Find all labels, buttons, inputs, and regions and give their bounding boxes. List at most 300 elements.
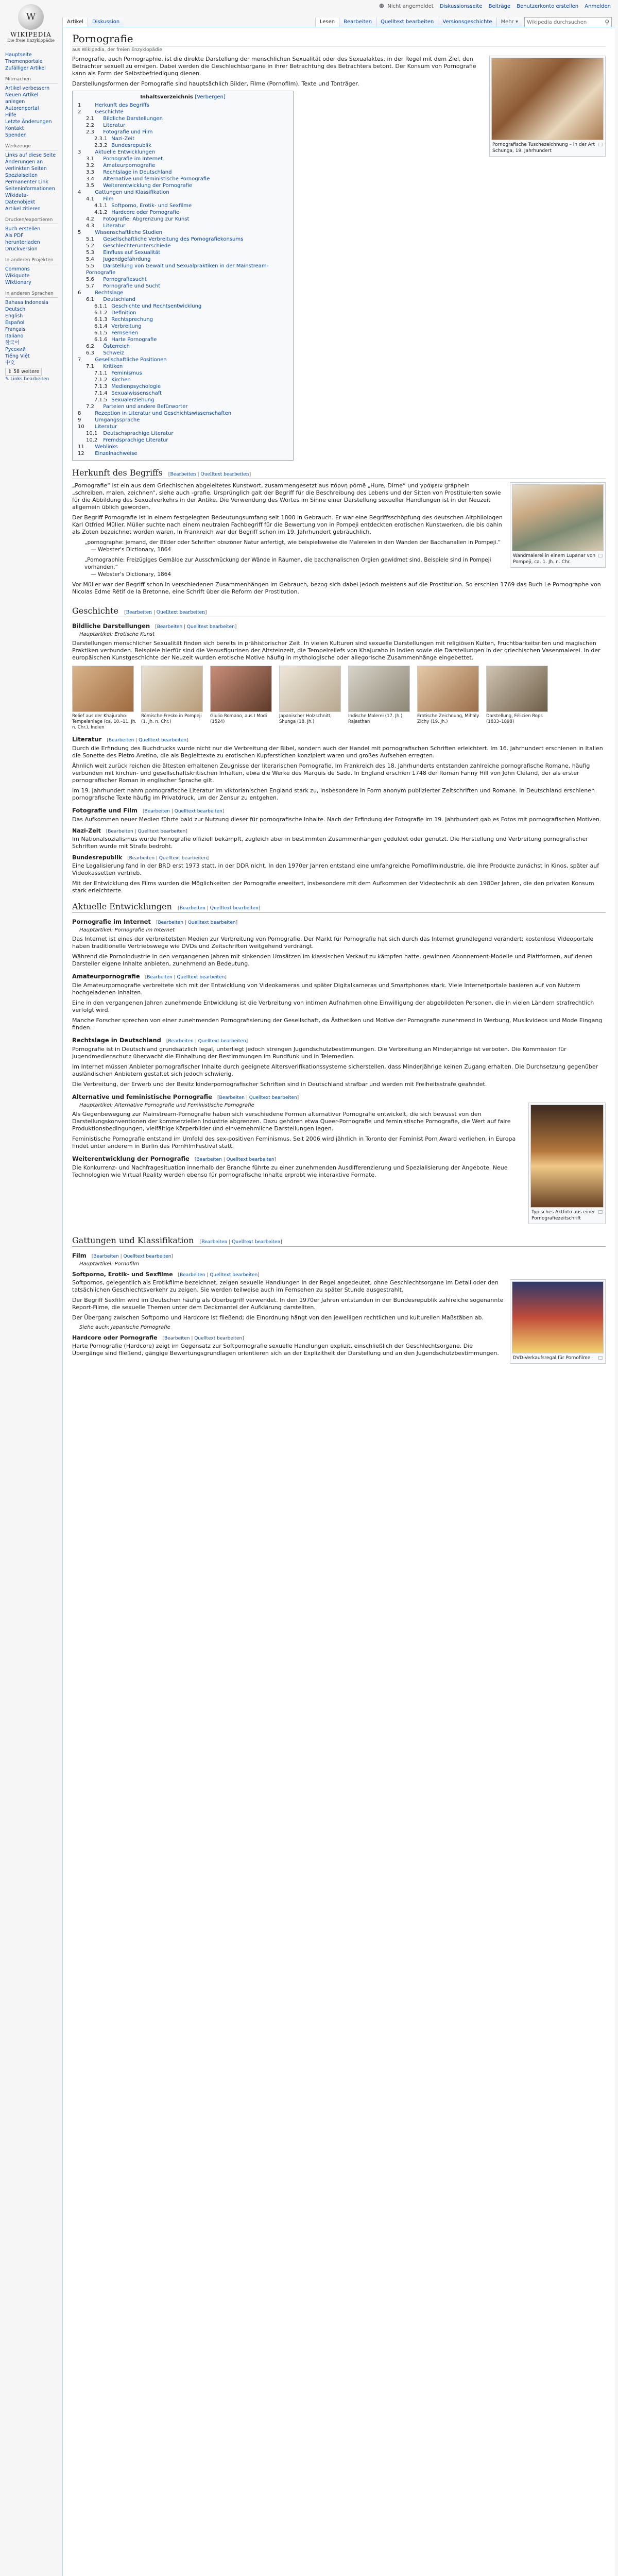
sidebar-item[interactable]: Autorenportal (5, 106, 39, 111)
user-icon: ☻ (379, 4, 385, 9)
toc-number: 5.6 (86, 277, 94, 282)
figure-image[interactable] (512, 484, 604, 551)
toc-entry[interactable] (78, 437, 288, 444)
toc-number: 3 (78, 149, 81, 155)
toc-entry[interactable] (78, 216, 288, 223)
edit-links[interactable] (5, 377, 58, 382)
toc-link[interactable]: Deutschsprachige Literatur (103, 431, 174, 436)
sidebar-item[interactable]: Hauptseite (5, 52, 32, 58)
toc-entry[interactable] (78, 142, 288, 149)
gallery-caption: Relief aus der Khajuraho-Tempelanlage (ca. 10.–11. Jh. n. Chr.), Indien (72, 714, 136, 730)
translate-icon: ⇕ (8, 369, 12, 375)
paragraph: Feministische Pornografie entstand im Umfeld des sex-positiven Feminismus. Seit 2006 wird jährlich in Toronto der Feminist Porn Award verliehen, in Europa findet unter anderem in Berlin das PornFilmFestival statt. (72, 1136, 516, 1149)
toc-title: Inhaltsverzeichnis [Verbergen] (140, 94, 226, 100)
toc-number: 6.1.6 (94, 337, 108, 343)
sidebar-item[interactable]: Spezialseiten (5, 173, 38, 178)
lead-figure (489, 56, 606, 157)
sidebar-item[interactable]: Neuen Artikel anlegen (5, 92, 39, 105)
toc-link[interactable]: Darstellung von Gewalt und Sexualpraktiken in der Mainstream-Pornografie (86, 263, 269, 276)
toc-link[interactable]: Geschichte und Rechtsentwicklung (111, 303, 202, 309)
toc-number: 6.2 (86, 344, 94, 349)
edit-section-link[interactable]: Bearbeiten (108, 738, 134, 743)
toc-link[interactable]: Literatur (103, 123, 126, 128)
toc-entry[interactable] (78, 330, 288, 336)
portal-languages (5, 291, 58, 382)
wikipedia-logo[interactable] (0, 0, 62, 52)
edit-source-link[interactable]: Quelltext bearbeiten (138, 829, 186, 834)
tab-history[interactable]: Versionsgeschichte (438, 18, 496, 27)
section-heading: Aktuelle Entwicklungen [Bearbeiten | Quelltext bearbeiten] (72, 902, 606, 913)
toc-number: 6.1.2 (94, 310, 108, 316)
toc-entry[interactable] (78, 236, 288, 243)
gallery-image[interactable] (72, 666, 134, 712)
sidebar-item[interactable]: Spenden (5, 132, 27, 138)
toc-link[interactable]: Bundesrepublik (111, 143, 151, 148)
toc-number: 6.1.4 (94, 324, 108, 329)
portal-navigation (5, 52, 58, 72)
gallery-item (486, 666, 552, 731)
hatnote[interactable]: Hauptartikel: Pornografie im Internet (79, 927, 175, 933)
toc-number: 6.1.3 (94, 317, 108, 323)
sidebar-item[interactable]: Commons (5, 266, 30, 272)
toc-entry[interactable] (78, 223, 288, 229)
edit-section-link[interactable]: Bearbeiten (219, 1095, 245, 1100)
toc-number: 5.7 (86, 283, 94, 289)
toc-toggle[interactable]: [Verbergen] (195, 94, 226, 100)
gallery-caption: Japanischer Holzschnitt, Shunga (18. Jh.) (279, 714, 332, 724)
language-link[interactable]: 中文 (5, 360, 15, 366)
language-link[interactable]: Español (5, 320, 25, 326)
gallery-image[interactable] (417, 666, 479, 712)
paragraph: Eine in den vergangenen Jahren zunehmende Entwicklung ist die Verbreitung von intimen Aufnahmen ohne Einwilligung der abgebildeten Personen, die in vielen Ländern strafrechtlich verfolgt wird. (72, 999, 594, 1013)
toc-entry[interactable] (78, 156, 288, 162)
edit-section: [Bearbeiten | Quelltext bearbeiten] (177, 906, 261, 911)
magnify-icon[interactable]: □ (598, 1355, 603, 1361)
paragraph: Vor Müller war der Begriff schon in verschiedenen Zusammenhängen im Gebrauch, bezog sich dabei jedoch meistens auf die Prostitution. So erschien 1769 das Buch Le Pornographe von Nicolas Edme Rétif de la Bretonne, eine Schrift über die Reform der Prostitution. (72, 581, 601, 595)
subsection-heading: Rechtslage in Deutschland [Bearbeiten | Quelltext bearbeiten] (72, 1037, 248, 1044)
language-link[interactable]: English (5, 313, 23, 319)
edit-section-link[interactable]: Bearbeiten (129, 856, 155, 861)
toc-link[interactable]: Kirchen (111, 377, 131, 383)
wordmark: WIKIPEDIA (10, 31, 52, 38)
edit-section-link[interactable]: Bearbeiten (179, 906, 205, 911)
toc-link[interactable]: Hardcore oder Pornografie (111, 210, 180, 215)
toc-number: 2.3.2 (94, 143, 108, 148)
toc-link[interactable]: Wissenschaftliche Studien (95, 230, 162, 235)
edit-source-link[interactable]: Quelltext bearbeiten (210, 906, 259, 911)
paragraph: Im Internet müssen Anbieter pornografischer Inhalte durch geeignete Altersverifikationssysteme sicherstellen, dass Minderjährige keinen Zugang erhalten. Die Durchsetzung gegenüber ausländischen Anbietern gestaltet sich jedoch schwierig. (72, 1063, 598, 1077)
toc-link[interactable]: Geschlechterunterschiede (103, 243, 171, 249)
edit-section-link[interactable]: Bearbeiten (158, 920, 183, 925)
magnify-icon[interactable]: □ (598, 142, 603, 147)
section-figure (528, 1103, 606, 1224)
paragraph: Das Aufkommen neuer Medien führte bald zur Nutzung dieser für pornografische Inhalte. Nach der Erfindung der Fotografie im 19. Jahrhundert gab es Fotos mit pornografischen Motiven. (72, 816, 602, 823)
toc-entry[interactable] (78, 182, 288, 189)
toc-entry[interactable] (78, 202, 288, 209)
more-languages-button[interactable] (5, 368, 42, 376)
toc-entry[interactable] (78, 350, 288, 357)
tab-edit[interactable]: Bearbeiten (339, 18, 376, 27)
hatnote[interactable]: Hauptartikel: Pornofilm (79, 1261, 140, 1267)
toc-link[interactable]: Definition (111, 310, 136, 316)
toc-number: 2.1 (86, 116, 94, 122)
edit-section-link[interactable]: Bearbeiten (147, 975, 173, 980)
edit-section: [Bearbeiten | Quelltext bearbeiten] (127, 856, 209, 861)
edit-source-link[interactable]: Quelltext bearbeiten (249, 1095, 297, 1100)
toc-entry[interactable] (78, 450, 288, 457)
toc-number: 3.1 (86, 156, 94, 162)
subsection-heading: Alternative und feministische Pornografie [Bearbeiten | Quelltext bearbeiten] (72, 1093, 299, 1100)
language-link[interactable]: Tiếng Việt (5, 353, 30, 359)
personal-toolbar (0, 0, 618, 13)
paragraph: Darstellungen menschlicher Sexualität finden sich bereits in prähistorischer Zeit. In vielen Kulturen sind sexuelle Darstellungen mit religiösen Kulten, Fruchtbarkeitsriten und magischen Praktiken verbunden. Beispiele hierfür sind die Venusfigurinen der Altsteinzeit, die Tempelreliefs von Khajuraho in Indien sowie die Darstellungen in der griechischen Vasenmalerei. In der europäischen Kunstgeschichte der Neuzeit wurden erotische Motive häufig in mythologische oder allegorische Zusammenhänge eingebettet. (72, 640, 600, 661)
toc-entry[interactable] (78, 383, 288, 390)
toc-link[interactable]: Rechtsprechung (111, 317, 153, 323)
toc-number: 2.3 (86, 129, 94, 135)
sidebar-item[interactable]: Links auf diese Seite (5, 152, 56, 158)
toc-number: 6.1 (86, 297, 94, 302)
language-link[interactable]: Deutsch (5, 307, 26, 312)
contributions-link[interactable]: Beiträge (488, 4, 511, 9)
toc-link[interactable]: Harte Pornografie (111, 337, 157, 343)
toc-entry[interactable] (78, 316, 288, 323)
edit-section-link[interactable]: Bearbeiten (170, 472, 196, 477)
toc-number: 2.2 (86, 123, 94, 128)
toc-entry[interactable] (78, 290, 288, 296)
language-link[interactable]: Bahasa Indonesia (5, 300, 48, 306)
toc-entry[interactable] (78, 189, 288, 196)
edit-section: [Bearbeiten | Quelltext bearbeiten] (217, 1095, 299, 1100)
toc-link[interactable]: Sexualerziehung (111, 397, 154, 403)
tab-article[interactable]: Artikel (62, 18, 88, 27)
toc-entry[interactable] (78, 323, 288, 330)
portal-other-projects (5, 258, 58, 286)
subsection-heading: Literatur [Bearbeiten | Quelltext bearbeiten] (72, 736, 188, 743)
toc-entry[interactable] (78, 296, 288, 303)
gallery-caption: Indische Malerei (17. Jh.), Rajasthan (348, 714, 404, 724)
edit-source-link[interactable]: Quelltext bearbeiten (232, 1240, 281, 1245)
paragraph: Die Konkurrenz- und Nachfragesituation innerhalb der Branche führte zu einer zunehmenden Ausdifferenzierung und Spezialisierung der Angebote. Neue Technologien wie Virtual Reality werden ebenso für pornografische Inhalte erprobt wie interaktive Formate. (72, 1164, 508, 1178)
edit-source-link[interactable]: Quelltext bearbeiten (187, 920, 236, 925)
edit-source-link[interactable]: Quelltext bearbeiten (177, 975, 225, 980)
toc-link[interactable]: Umgangssprache (95, 417, 140, 423)
toc-link[interactable]: Geschichte (95, 109, 124, 115)
language-link[interactable]: 한국어 (5, 340, 20, 346)
quote-attribution: — Webster's Dictionary, 1864 (91, 571, 171, 578)
toc-entry[interactable] (78, 377, 288, 383)
toc-link[interactable]: Deutschland (103, 297, 135, 302)
toc-link[interactable]: Pornografiesucht (103, 277, 147, 282)
edit-source-link[interactable]: Quelltext bearbeiten (174, 809, 222, 814)
toc-number: 2 (78, 109, 81, 115)
toc-entry[interactable] (78, 363, 288, 370)
edit-source-link[interactable]: Quelltext bearbeiten (159, 856, 207, 861)
toc-entry[interactable] (78, 370, 288, 377)
edit-section-link[interactable]: Bearbeiten (93, 1254, 119, 1259)
section-heading: Herkunft des Begriffs [Bearbeiten | Quelltext bearbeiten] (72, 468, 606, 479)
lead-paragraph: Pornografie, auch Pornographie, ist die direkte Darstellung der menschlichen Sexualität oder des Sexualaktes, in der Regel mit dem Ziel, den Betrachter sexuell zu erregen. Dabei werden die Geschlechtsorgane in ihrer Betrachtung des Betrachters betont. Der Konsum von Pornografie kann als Form der Selbstbefriedigung dienen. (72, 56, 476, 77)
edit-source-link[interactable]: Quelltext bearbeiten (123, 1254, 171, 1259)
paragraph: Harte Pornografie (Hardcore) zeigt im Gegensatz zur Softpornografie sexuelle Handlungen explizit, einschließlich der Geschlechtsorgane. Die Übergänge sind fließend, gängige Bewertungsgrundlagen orientieren sich an der Explizitheit der Darstellung und an den Jugendschutzbestimmungen. (72, 1343, 499, 1357)
gallery-caption: Erotische Zeichnung, Mihály Zichy (19. Jh.) (417, 714, 479, 724)
sidebar-item[interactable]: Als PDF herunterladen (5, 233, 40, 245)
toc-link[interactable]: Einzelnachweise (95, 451, 138, 456)
tab-talk[interactable]: Diskussion (88, 18, 124, 27)
search-input[interactable] (525, 18, 600, 27)
toc-link[interactable]: Gattungen und Klassifikation (95, 190, 169, 195)
toc-link[interactable]: Gesellschaftliche Positionen (95, 357, 167, 363)
sidebar-item[interactable]: Buch erstellen (5, 226, 41, 232)
tab-more[interactable] (496, 18, 522, 27)
magnify-icon[interactable]: □ (598, 1210, 603, 1215)
gallery-image[interactable] (279, 666, 341, 712)
edit-source-link[interactable]: Quelltext bearbeiten (198, 1039, 246, 1044)
toc-entry[interactable] (78, 390, 288, 397)
toc-entry[interactable] (78, 444, 288, 450)
toc-link[interactable]: Nazi-Zeit (111, 136, 135, 142)
toc-link[interactable]: Sexualwissenschaft (111, 391, 162, 396)
toc-link[interactable]: Verbreitung (111, 324, 142, 329)
toc-entry[interactable] (78, 243, 288, 249)
toc-entry[interactable] (78, 122, 288, 129)
paragraph: Eine Legalisierung fand in der BRD erst 1973 statt, in der DDR nicht. In den 1970er Jahren entstand eine umfangreiche Pornofilmindustrie, die ihre Produkte zunächst in Kinos, später auf Videokassetten vertrieb. (72, 862, 599, 876)
toc-entry[interactable] (78, 256, 288, 263)
toc-number: 11 (78, 444, 84, 450)
chevron-down-icon: ▾ (515, 19, 518, 25)
toc-link[interactable]: Alternative und feministische Pornografie (103, 176, 210, 182)
language-link[interactable]: Italiano (5, 333, 24, 339)
toc-entry[interactable] (78, 115, 288, 122)
toc-list (78, 102, 288, 457)
edit-source-link[interactable]: Quelltext bearbeiten (139, 738, 187, 743)
subsubsection-heading: Bundesrepublik [Bearbeiten | Quelltext bearbeiten] (72, 854, 209, 861)
sidebar-item[interactable]: Seiteninformationen (5, 186, 55, 192)
toc-entry[interactable] (78, 129, 288, 135)
toc-entry[interactable] (78, 430, 288, 437)
toc-entry[interactable] (78, 310, 288, 316)
toc-link[interactable]: Weiterentwicklung der Pornografie (103, 183, 193, 189)
edit-section: [Bearbeiten | Quelltext bearbeiten] (194, 1157, 277, 1162)
edit-section-link[interactable]: Bearbeiten (126, 610, 152, 615)
toc-link[interactable]: Literatur (103, 223, 126, 229)
gallery-item (348, 666, 414, 731)
toc-link[interactable]: Parteien und andere Befürworter (103, 404, 188, 410)
toc-entry[interactable] (78, 102, 288, 109)
edit-section: [Bearbeiten | Quelltext bearbeiten] (162, 1336, 244, 1341)
edit-section-link[interactable]: Bearbeiten (201, 1240, 228, 1245)
sidebar-item[interactable]: Hilfe (5, 112, 16, 118)
toc-entry[interactable] (78, 135, 288, 142)
toc-link[interactable]: Fremdsprachige Literatur (103, 437, 168, 443)
gallery (72, 666, 606, 731)
toc-entry[interactable] (78, 417, 288, 423)
toc-link[interactable]: Rechtslage (95, 290, 124, 296)
toc-entry[interactable] (78, 169, 288, 176)
paragraph: Während die Pornoindustrie in den vergangenen Jahren mit sinkenden Umsätzen im klassischen Verkauf zu kämpfen hatte, gewinnen Abonnement-Modelle und Plattformen, auf denen Darsteller eigene Inhalte anbieten, zunehmend an Bedeutung. (72, 953, 593, 967)
toc-number: 3.3 (86, 170, 94, 175)
toc-number: 7.1 (86, 364, 94, 369)
portal-tools (5, 144, 58, 212)
toc-number: 8 (78, 411, 81, 416)
edit-source-link[interactable]: Quelltext bearbeiten (200, 472, 249, 477)
language-link[interactable]: Русский (5, 347, 26, 352)
toc-entry[interactable] (78, 149, 288, 156)
portal-heading: Drucken/exportieren (5, 217, 58, 224)
edit-section: [Bearbeiten | Quelltext bearbeiten] (156, 920, 238, 925)
sidebar-item[interactable]: Wikidata-Datenobjekt (5, 193, 36, 205)
search-icon[interactable]: ⚲ (605, 19, 609, 26)
edit-section-link[interactable]: Bearbeiten (180, 1273, 205, 1278)
toc-link[interactable]: Aktuelle Entwicklungen (95, 149, 156, 155)
edit-source-link[interactable]: Quelltext bearbeiten (226, 1157, 274, 1162)
sidebar-item[interactable]: Artikel zitieren (5, 206, 41, 212)
portal-heading: Mitmachen (5, 77, 58, 83)
toc-link[interactable]: Weblinks (95, 444, 118, 450)
language-link[interactable]: Français (5, 327, 26, 332)
toc-entry[interactable] (78, 343, 288, 350)
pencil-icon: ✎ (5, 377, 9, 382)
toc-link[interactable]: Herkunft des Begriffs (95, 103, 149, 108)
subsubsection-heading: Nazi-Zeit [Bearbeiten | Quelltext bearbeiten] (72, 827, 187, 834)
toc-link[interactable]: Fotografie und Film (103, 129, 153, 135)
gallery-item (210, 666, 276, 731)
tagline: Die freie Enzyklopädie (7, 38, 55, 43)
toc-link[interactable]: Rezeption in Literatur und Geschichtswissenschaften (95, 411, 232, 416)
toc-link[interactable]: Einfluss auf Sexualität (103, 250, 161, 256)
edit-section-link[interactable]: Bearbeiten (196, 1157, 222, 1162)
toc-link[interactable]: Bildliche Darstellungen (103, 116, 163, 122)
edit-section: [Bearbeiten | Quelltext bearbeiten] (145, 975, 227, 980)
personal-links (374, 4, 611, 9)
figure-image[interactable] (512, 1281, 604, 1353)
toc-link[interactable]: Fernsehen (111, 330, 139, 336)
subsection-heading: Pornografie im Internet [Bearbeiten | Quelltext bearbeiten] (72, 918, 238, 925)
edit-section-link[interactable]: Bearbeiten (157, 624, 183, 630)
toc-number: 7 (78, 357, 81, 363)
talk-link[interactable]: Diskussionsseite (439, 4, 483, 9)
magnify-icon[interactable]: □ (598, 553, 603, 558)
toc-entry[interactable] (78, 196, 288, 202)
toc-entry[interactable] (78, 336, 288, 343)
toc-link[interactable]: Film (103, 196, 114, 202)
toc-link[interactable]: Österreich (103, 344, 130, 349)
toc-entry[interactable] (78, 229, 288, 236)
toc-link[interactable]: Medienpsychologie (111, 384, 161, 389)
toc-entry[interactable] (78, 423, 288, 430)
tab-edit-source[interactable]: Quelltext bearbeiten (376, 18, 438, 27)
gallery-image[interactable] (348, 666, 410, 712)
toc-link[interactable]: Gesellschaftliche Verbreitung des Pornografiekonsums (103, 236, 244, 242)
portal-heading: In anderen Projekten (5, 258, 58, 264)
toc-link[interactable]: Fotografie: Abgrenzung zur Kunst (103, 216, 190, 222)
sidebar-item[interactable]: Wiktionary (5, 280, 31, 285)
sidebar-item[interactable]: Permanenter Link (5, 179, 48, 185)
hatnote[interactable]: Hauptartikel: Erotische Kunst (79, 632, 155, 637)
toc-number: 12 (78, 451, 84, 456)
toc-link[interactable]: Softporno, Erotik- und Sexfilme (111, 203, 192, 209)
gallery-image[interactable] (486, 666, 548, 712)
sidebar-item[interactable]: Wikiquote (5, 273, 30, 279)
not-logged-in: Nicht angemeldet (387, 4, 434, 9)
toc-entry[interactable] (78, 303, 288, 310)
login-link[interactable]: Anmelden (585, 4, 611, 9)
edit-section-link[interactable]: Bearbeiten (108, 829, 133, 834)
subsubsection-heading: Softporno, Erotik- und Sexfilme [Bearbeiten | Quelltext bearbeiten] (72, 1271, 260, 1278)
edit-source-link[interactable]: Quelltext bearbeiten (194, 1336, 243, 1341)
toc-link[interactable]: Feminismus (111, 370, 142, 376)
quote-text: „Pornographie: Freizügiges Gemälde zur Ausschmückung der Wände in Räumen, die bacchanalischen Orgien gewidmet sind. Beispiele sind in Pompeji vorhanden.“ (84, 557, 491, 570)
portal-heading: Werkzeuge (5, 144, 58, 150)
gallery-image[interactable] (210, 666, 272, 712)
puzzle-globe-icon: W (18, 4, 44, 30)
hatnote[interactable]: Hauptartikel: Alternative Pornografie und Feministische Pornografie (79, 1103, 254, 1108)
toc-link[interactable]: Amateurpornografie (103, 163, 156, 168)
lead-image[interactable] (491, 58, 604, 140)
toc-entry[interactable] (78, 249, 288, 256)
edit-section: [Bearbeiten | Quelltext bearbeiten] (107, 738, 188, 743)
toc-entry[interactable] (78, 410, 288, 417)
search-box (524, 17, 612, 27)
toc-link[interactable]: Literatur (95, 424, 117, 430)
toc-entry[interactable] (78, 357, 288, 363)
sidebar-item[interactable]: Kontakt (5, 126, 24, 131)
toc-link[interactable]: Rechtslage in Deutschland (103, 170, 172, 175)
portal-heading: In anderen Sprachen (5, 291, 58, 298)
hatnote[interactable]: Siehe auch: Japanische Pornografie (79, 1325, 170, 1330)
toc-entry[interactable] (78, 263, 288, 276)
toc-entry[interactable] (78, 283, 288, 290)
sidebar-item[interactable]: Druckversion (5, 246, 38, 252)
edit-section-link[interactable]: Bearbeiten (164, 1336, 190, 1341)
edit-source-link[interactable]: Quelltext bearbeiten (210, 1273, 258, 1278)
tab-read[interactable]: Lesen (315, 18, 339, 27)
toc-entry[interactable] (78, 109, 288, 115)
toc-link[interactable]: Pornografie im Internet (103, 156, 163, 162)
toc-entry[interactable] (78, 397, 288, 403)
toc-number: 6 (78, 290, 81, 296)
edit-section-link[interactable]: Bearbeiten (168, 1039, 194, 1044)
sidebar-item[interactable]: Änderungen an verlinkten Seiten (5, 159, 47, 172)
toc-entry[interactable] (78, 209, 288, 216)
sidebar-item[interactable]: Letzte Änderungen (5, 119, 52, 125)
toc-link[interactable]: Pornografie und Sucht (103, 283, 161, 289)
toc-number: 5.2 (86, 243, 94, 249)
edit-source-link[interactable]: Quelltext bearbeiten (156, 610, 205, 615)
toc-entry[interactable] (78, 403, 288, 410)
figure-image[interactable] (530, 1105, 604, 1208)
toc-link[interactable]: Kritiken (103, 364, 123, 369)
sidebar-item[interactable]: Zufälliger Artikel (5, 65, 46, 71)
gallery-image[interactable] (141, 666, 203, 712)
toc-entry[interactable] (78, 176, 288, 182)
edit-section: [Bearbeiten | Quelltext bearbeiten] (178, 1273, 260, 1278)
paragraph: Die Verbreitung, der Erwerb und der Besitz kinderpornografischer Schriften sind in Deutschland strafbar und werden mit Freiheitsstrafe geahndet. (72, 1081, 487, 1088)
toc-link[interactable]: Schweiz (103, 350, 124, 356)
edit-source-link[interactable]: Quelltext bearbeiten (186, 624, 235, 630)
paragraph: Durch die Erfindung des Buchdrucks wurde nicht nur die Verbreitung der Bibel, sondern auch der Handel mit pornografischen Schriften erleichtert. Im 16. Jahrhundert erschienen in Italien die Sonette des Pietro Aretino, die als Begleittexte zu erotischen Kupferstichen konzipiert waren und großes Aufsehen erregten. (72, 745, 603, 759)
toc-entry[interactable] (78, 162, 288, 169)
toc-entry[interactable] (78, 276, 288, 283)
toc-link[interactable]: Jugendgefährdung (103, 257, 151, 262)
create-account-link[interactable]: Benutzerkonto erstellen (517, 4, 579, 9)
edit-section-link[interactable]: Bearbeiten (144, 809, 170, 814)
sidebar-item[interactable]: Themenportale (5, 59, 43, 64)
sidebar-item[interactable]: Artikel verbessern (5, 86, 50, 91)
toc-number: 7.1.2 (94, 377, 108, 383)
subsection-heading: Film [Bearbeiten | Quelltext bearbeiten] (72, 1252, 173, 1259)
table-of-contents (72, 91, 294, 461)
gallery-item (141, 666, 207, 731)
